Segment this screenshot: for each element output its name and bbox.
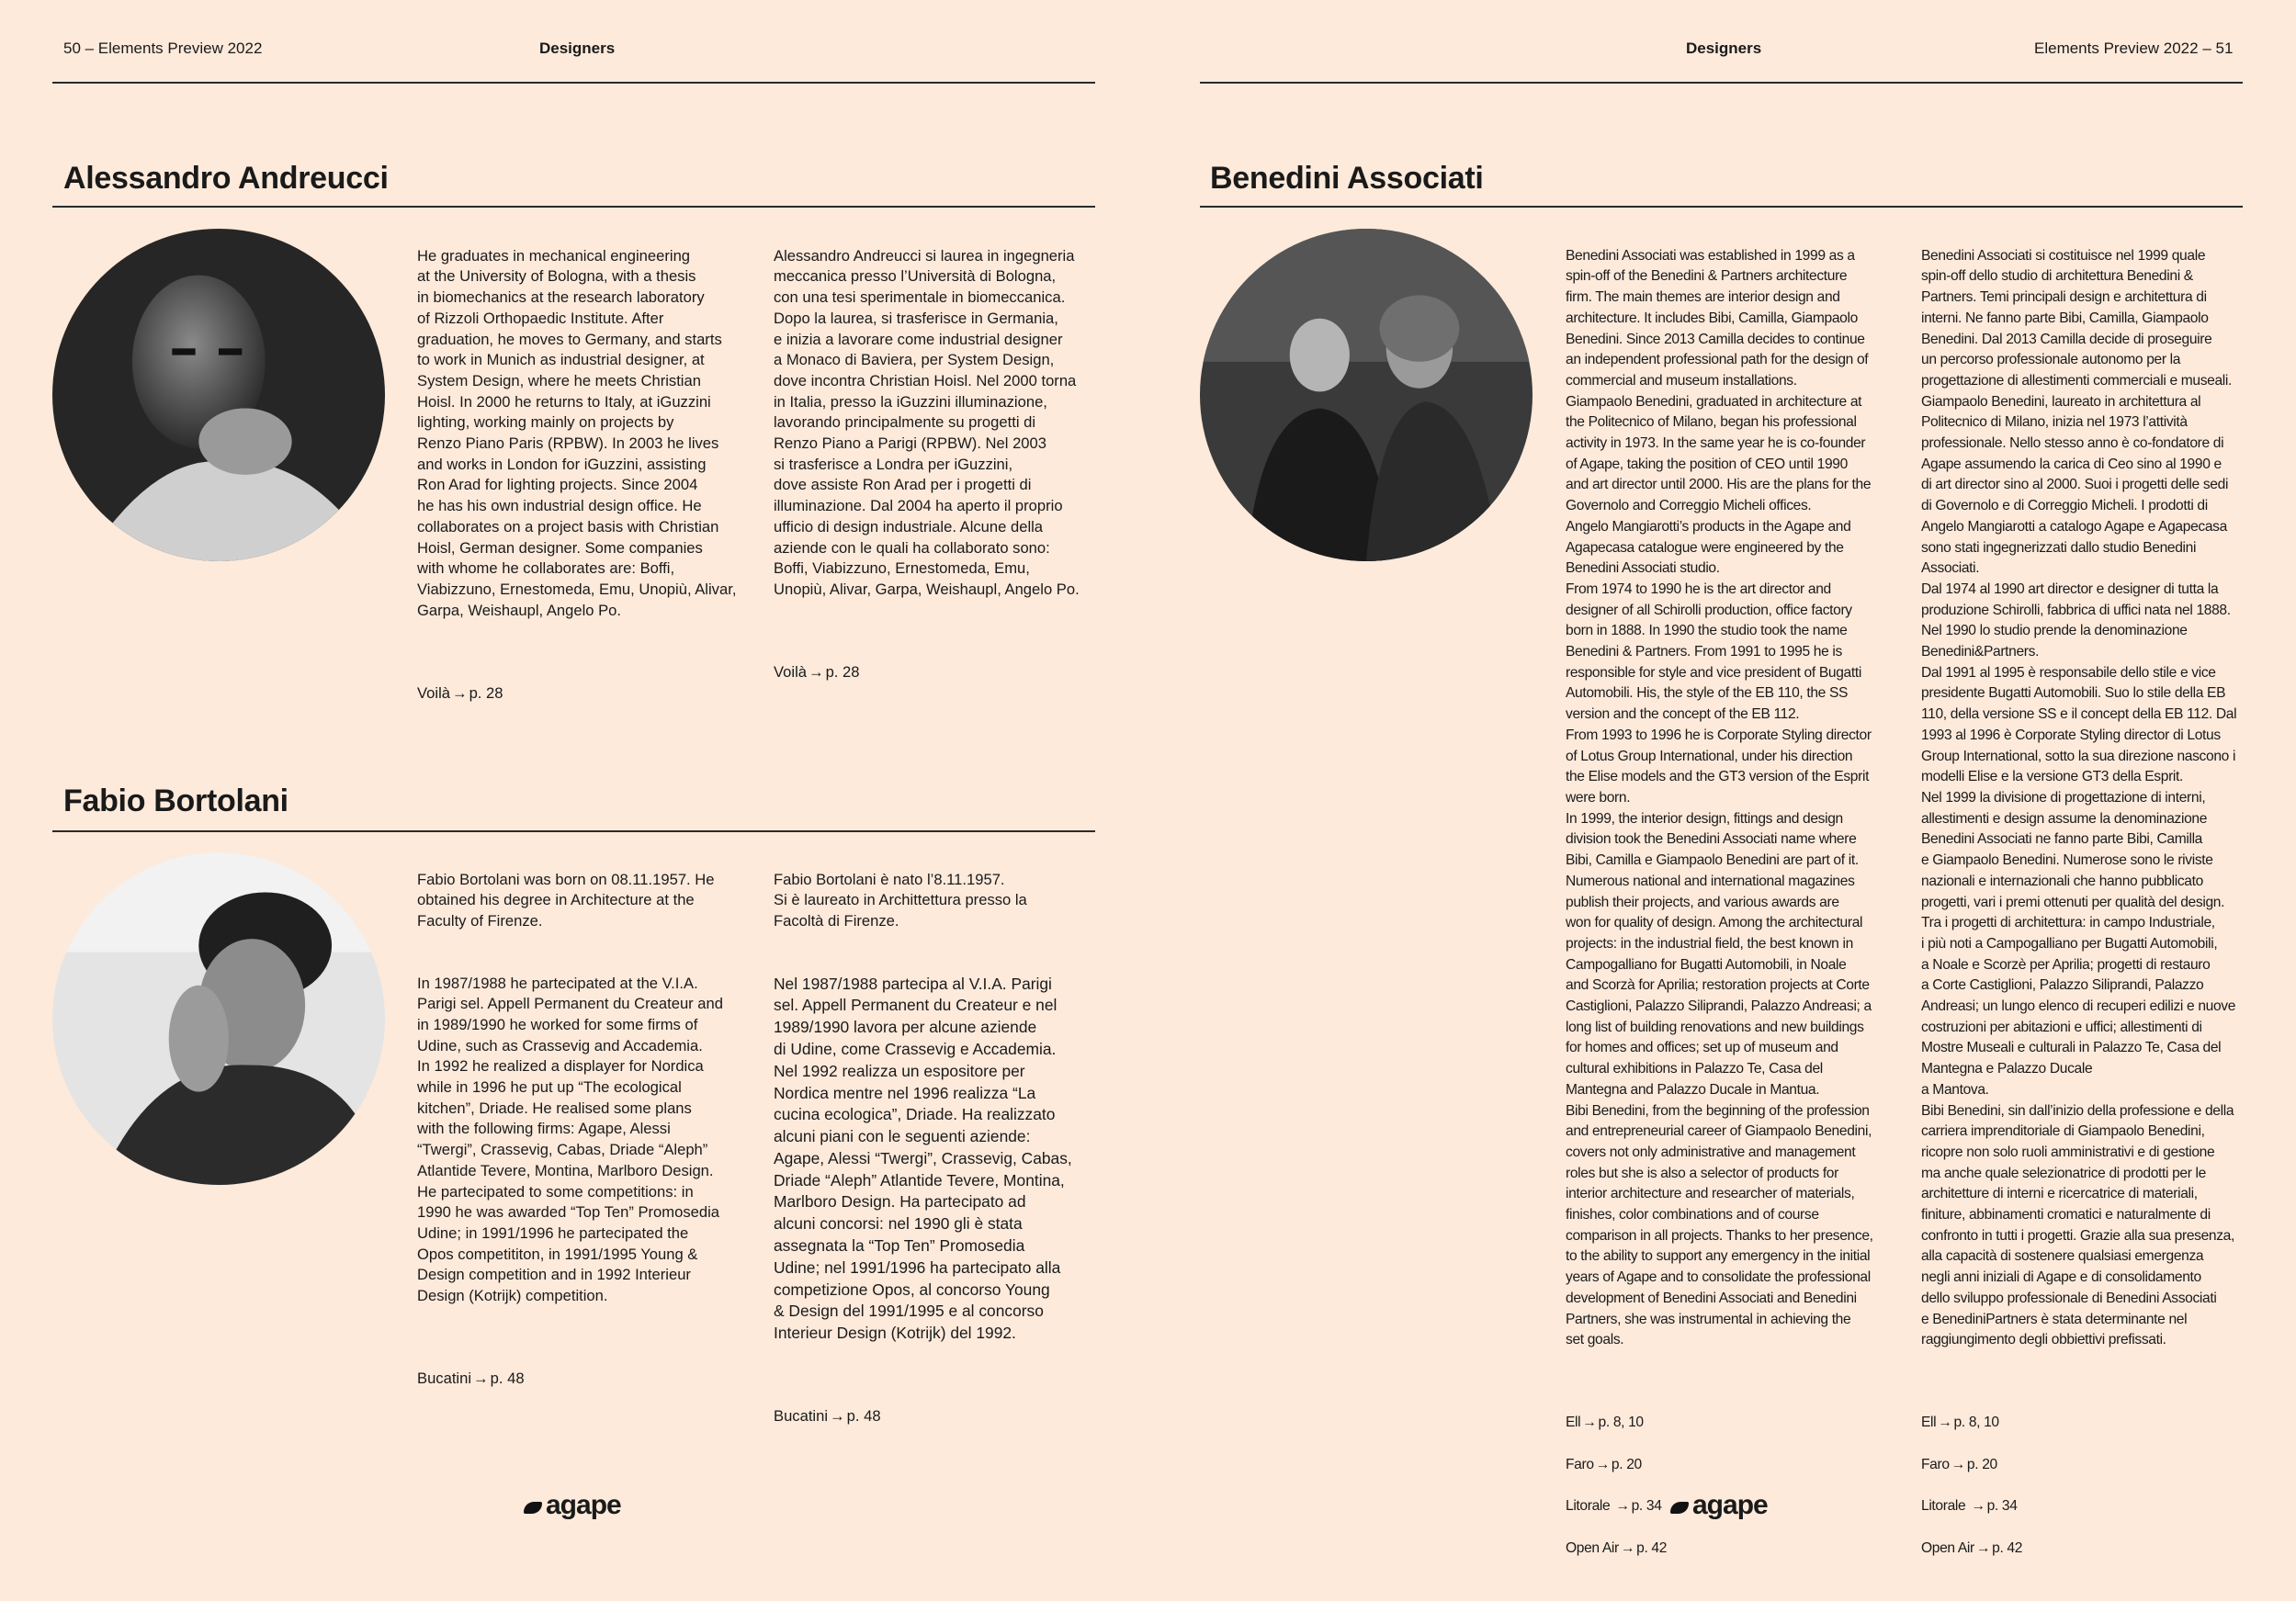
bortolani-bio-it: [774, 849, 1104, 1470]
product-ref[interactable]: [774, 662, 1104, 683]
product-ref[interactable]: [417, 1369, 748, 1390]
product-ref[interactable]: [1566, 1413, 1915, 1434]
bortolani-bio-en: [417, 849, 748, 1431]
arrow-right-icon: →: [1975, 1539, 1991, 1556]
product-ref[interactable]: [1921, 1455, 2279, 1476]
product-ref[interactable]: [417, 683, 748, 705]
arrow-right-icon: →: [1582, 1415, 1597, 1431]
product-ref-label: Faro: [1921, 1456, 1950, 1472]
agape-logo-right: [1670, 1490, 1768, 1521]
product-ref-label: Ell: [1921, 1415, 1937, 1431]
product-ref-label: Litorale: [1566, 1498, 1614, 1515]
leaf-icon: [1670, 1502, 1689, 1514]
benedini-bio-en: [1566, 225, 1915, 1601]
benedini-bio-en-text: Benedini Associati was established in 1999 as a spin-off of the Benedini & Partners architecture firm. The main themes are interior design and architecture. It includes Bibi, Camilla, Giampaolo Benedini. Since 2013 Camilla decides to continue an independent professional path for the design of commercial and museum installations. Giampaolo Benedini, graduated in architecture at the Politecnico of Milano, began his professional activity in 1973. In the same year he is co-founder of Agape, taking the position of CEO until 1990 and art director until 2000. His are the plans for the Governolo and Correggio Micheli offices. Angelo Mangiarotti’s products in the Agape and Agapecasa catalogue were engineered by the Benedini Associati studio. From 1974 to 1990 he is the art director and designer of all Schirolli production, office factory born in 1888. In 1990 the studio took the name Benedini & Partners. From 1991 to 1995 he is responsible for style and vice president of Bugatti Automobili. His, the style of the EB 110, the SS version and the concept of the EB 112. From 1993 to 1996 he is Corporate Styling director of Lotus Group International, under his direction the Elise models and the GT3 version of the Esprit were born. In 1999, the interior design, fittings and design division took the Benedini Associati name where Bibi, Camilla e Giampaolo Benedini are part of it. Numerous national and international magazines publish their projects, and various awards are won for quality of design. Among the architectural projects: in the industrial field, the best known in Campogalliano for Bugatti Automobili, in Noale and Scorzà for Aprilia; restoration projects at Corte Castiglioni, Palazzo Siliprandi, Palazzo Andreasi; a long list of building renovations and new buildings for homes and offices; set up of museum and cultural exhibitions in Palazzo Te, Casa del Mantegna and Palazzo Ducale in Mantua. Bibi Benedini, from the beginning of the profession and entrepreneurial career of Giampaolo Benedini, covers not only administrative and management roles but she is also a selector of products for interior architecture and researcher of materials, finishes, color combinations and of course comparison in all projects. Thanks to her presence, to the ability to support any emergency in the initial years of Agape and to consolidate the professional development of Benedini Associati and Benedini Partners, she was instrumental in achieving the set goals.: [1566, 247, 1873, 1348]
product-ref-label: Voilà: [774, 663, 807, 682]
right-page-section: Designers: [1686, 39, 1762, 57]
bortolani-refs-en: [417, 1347, 748, 1410]
andreucci-bio-it: [774, 225, 1104, 725]
product-ref-label: Open Air: [1921, 1539, 1974, 1556]
bortolani-bio-it-text-1: Fabio Bortolani è nato l’8.11.1957. Si è laureato in Archittettura presso la Facoltà di Firenze.: [774, 870, 1027, 930]
arrow-right-icon: →: [1615, 1498, 1630, 1515]
designer-name-benedini: Benedini Associati: [1210, 161, 1484, 196]
arrow-right-icon: →: [1951, 1456, 1965, 1472]
product-ref[interactable]: [1566, 1455, 1915, 1476]
product-ref-label: Litorale: [1921, 1498, 1970, 1515]
arrow-right-icon: →: [451, 683, 468, 702]
andreucci-bio-it-text: Alessandro Andreucci si laurea in ingegneria meccanica presso l’Università di Bologna, con una tesi sperimentale in biomeccanica. Dopo la laurea, si trasferisce in Germania, e inizia a lavorare come industrial designer a Monaco di Baviera, per System Design, dove incontra Christian Hoisl. Nel 2000 torna in Italia, presso la iGuzzini illuminazione, lavorando principalmente su progetti di Renzo Piano a Parigi (RPBW). Nel 2003 si trasferisce a Londra per iGuzzini, dove assiste Ron Arad per i progetti di illuminazione. Dal 2004 ha aperto il proprio ufficio di design industriale. Alcune della aziende con le quali ha collaborato sono: Boffi, Viabizzuno, Ernestomeda, Emu, Unopiù, Alivar, Garpa, Weishaupl, Angelo Po.: [774, 246, 1080, 598]
arrow-right-icon: →: [808, 663, 824, 682]
product-ref-page: p. 34: [1631, 1498, 1662, 1515]
left-page-section: Designers: [539, 39, 616, 57]
bortolani-bio-it-text-2: Nel 1987/1988 partecipa al V.I.A. Parigi sel. Appell Permanent du Createur e nel 1989/1990 lavora per alcune aziende di Udine, come Crassevig e Accademia. Nel 1992 realizza un espositore per Nordica mentre nel 1996 realizza “La cucina ecologica”, Driade. Ha realizzato alcuni piani con le seguenti aziende: Agape, Alessi “Twergi”, Crassevig, Cabas, Driade “Aleph” Atlantide Tevere, Montina, Marlboro Design. Ha partecipato ad alcuni concorsi: nel 1990 gli è stata assegnata la “Top Ten” Promosedia Udine; nel 1991/1996 ha partecipato alla competizione Opos, al concorso Young & Design del 1991/1995 e al concorso Interieur Design (Kotrijk) del 1992.: [774, 974, 1072, 1343]
benedini-bio-it: [1921, 225, 2279, 1601]
arrow-right-icon: →: [1620, 1539, 1635, 1556]
logo-text: agape: [1692, 1490, 1768, 1520]
bortolani-refs-it: [774, 1386, 1104, 1449]
product-ref[interactable]: [1921, 1413, 2279, 1434]
left-header-rule: [52, 82, 1095, 84]
portrait-andreucci: [52, 229, 385, 561]
product-ref-page: p. 42: [1992, 1539, 2023, 1556]
bortolani-bio-en-text-2: In 1987/1988 he partecipated at the V.I.A. Parigi sel. Appell Permanent du Createur and in 1989/1990 he worked for some firms of Udine, such as Crassevig and Accademia. In 1992 he realized a displayer for Nordica while in 1996 he put up “The ecological kitchen”, Driade. He realised some plans with the following firms: Agape, Alessi “Twergi”, Crassevig, Cabas, Driade “Aleph” Atlantide Tevere, Montina, Marlboro Design. He partecipated to some competitions: in 1990 he was awarded “Top Ten” Promosedia Udine; in 1991/1996 he partecipated the Opos competititon, in 1991/1995 Young & Design competition and in 1992 Interieur Design (Kotrijk) competition.: [417, 974, 723, 1305]
product-ref-label: Bucatini: [417, 1370, 472, 1388]
product-ref-page: p. 34: [1986, 1498, 2018, 1515]
product-ref-label: Bucatini: [774, 1407, 829, 1426]
andreucci-refs-it: [774, 641, 1104, 704]
product-ref[interactable]: [1921, 1496, 2279, 1517]
arrow-right-icon: →: [1595, 1456, 1610, 1472]
andreucci-rule: [52, 206, 1095, 208]
arrow-right-icon: →: [830, 1407, 845, 1426]
designer-name-andreucci: Alessandro Andreucci: [63, 161, 389, 196]
andreucci-refs-en: [417, 662, 748, 725]
benedini-rule: [1200, 206, 2243, 208]
leaf-icon: [524, 1502, 542, 1514]
arrow-right-icon: →: [473, 1370, 489, 1388]
product-ref-page: p. 20: [1966, 1456, 1997, 1472]
benedini-refs-it: [1921, 1392, 2279, 1580]
product-ref-page: p. 28: [825, 663, 860, 682]
product-ref[interactable]: [1921, 1539, 2279, 1560]
portrait-bortolani: [52, 852, 385, 1185]
andreucci-bio-en-text: He graduates in mechanical engineering at the University of Bologna, with a thesis in biomechanics at the research laboratory of Rizzoli Orthopaedic Institute. After graduation, he moves to Germany, and starts to work in Munich as industrial designer, at System Design, where he meets Christian Hoisl. In 2000 he returns to Italy, at iGuzzini lighting, working mainly on projects by Renzo Piano Paris (RPBW). In 2003 he lives and works in London for iGuzzini, assisting Ron Arad for lighting projects. Since 2004 he has his own industrial design office. He collaborates on a project basis with Christian Hoisl, German designer. Some companies with whome he collaborates are: Boffi, Viabizzuno, Ernestomeda, Emu, Unopiù, Alivar, Garpa, Weishaupl, Angelo Po.: [417, 246, 737, 619]
product-ref-page: p. 8, 10: [1953, 1415, 1999, 1431]
product-ref[interactable]: [774, 1406, 1104, 1427]
product-ref-page: p. 42: [1636, 1539, 1668, 1556]
product-ref-label: Faro: [1566, 1456, 1594, 1472]
right-page-folio: Elements Preview 2022 – 51: [2034, 39, 2234, 57]
left-page-folio: 50 – Elements Preview 2022: [63, 39, 263, 57]
product-ref-label: Ell: [1566, 1415, 1581, 1431]
logo-text: agape: [546, 1490, 621, 1520]
benedini-refs-en: [1566, 1392, 1915, 1580]
andreucci-bio-en: [417, 225, 748, 746]
benedini-bio-it-text: Benedini Associati si costituisce nel 1999 quale spin-off dello studio di architettura Benedini & Partners. Temi principali design e architettura di interni. Ne fanno parte Bibi, Camilla, Giampaolo Benedini. Dal 2013 Camilla decide di proseguire un percorso professionale autonomo per la progettazione di allestimenti commerciali e museali. Giampaolo Benedini, laureato in architettura al Politecnico di Milano, inizia nel 1973 l’attività professionale. Nello stesso anno è co-fondatore di Agape assumendo la carica di Ceo sino al 1990 e di art director sino al 2000. Suoi i progetti delle sedi di Governolo e di Correggio Micheli. I prodotti di Angelo Mangiarotti a catalogo Agape e Agapecasa sono stati ingegnerizzati dallo studio Benedini Associati. Dal 1974 al 1990 art director e designer di tutta la produzione Schirolli, fabbrica di uffici nata nel 1888. Nel 1990 lo studio prende la denominazione Benedini&Partners. Dal 1991 al 1995 è responsabile dello stile e vice presidente Bugatti Automobili. Suo lo stile della EB 110, della versione SS e il concept della EB 112. Dal 1993 al 1996 è Corporate Styling director di Lotus Group International, sotto la sua direzione nascono i modelli Elise e la versione GT3 della Esprit. Nel 1999 la divisione di progettazione di interni, allestimenti e design assume la denominazione Benedini Associati ne fanno parte Bibi, Camilla e Giampaolo Benedini. Numerose sono le riviste nazionali e internazionali che hanno pubblicato progetti, vari i premi ottenuti per qualità del design. Tra i progetti di architettura: in campo Industriale, i più noti a Campogalliano per Bugatti Automobili, a Noale e Scorzè per Aprilia; progetti di restauro a Corte Castiglioni, Palazzo Siliprandi, Palazzo Andreasi; un lungo elenco di recuperi edilizi e nuove costruzioni per abitazioni e uffici; allestimenti di Mostre Museali e culturali in Palazzo Te, Casa del Mantegna e Palazzo Ducale a Mantova. Bibi Benedini, sin dall’inizio della professione e della carriera imprenditoriale di Giampaolo Benedini, ricopre non solo ruoli amministrativi e di gestione ma anche quale selezionatrice di prodotti per le architetture di interni e ricercatrice di materiali, finiture, abbinamenti cromatici e naturalmente di confronto in tutti i progetti. Grazie alla sua presenza, alla capacità di sostenere qualsiasi emergenza negli anni iniziali di Agape e di consolidamento dello sviluppo professionale di Benedini Associati e BenediniPartners è stata determinante nel raggiungimento degli obbiettivi prefissati.: [1921, 247, 2237, 1348]
right-header-rule: [1200, 82, 2243, 84]
product-ref-page: p. 48: [846, 1407, 881, 1426]
arrow-right-icon: →: [1971, 1498, 1985, 1515]
product-ref-label: Voilà: [417, 683, 450, 702]
arrow-right-icon: →: [1938, 1415, 1952, 1431]
bortolani-bio-en-text-1: Fabio Bortolani was born on 08.11.1957. He obtained his degree in Architecture at the Faculty of Firenze.: [417, 870, 715, 930]
product-ref-label: Open Air: [1566, 1539, 1619, 1556]
designer-name-bortolani: Fabio Bortolani: [63, 784, 288, 818]
product-ref[interactable]: [1566, 1539, 1915, 1560]
product-ref-page: p. 48: [490, 1370, 525, 1388]
product-ref-page: p. 20: [1611, 1456, 1642, 1472]
agape-logo-left: [524, 1490, 621, 1521]
product-ref-page: p. 8, 10: [1598, 1415, 1644, 1431]
product-ref-page: p. 28: [469, 683, 503, 702]
portrait-benedini: [1200, 229, 1533, 561]
bortolani-rule: [52, 830, 1095, 832]
